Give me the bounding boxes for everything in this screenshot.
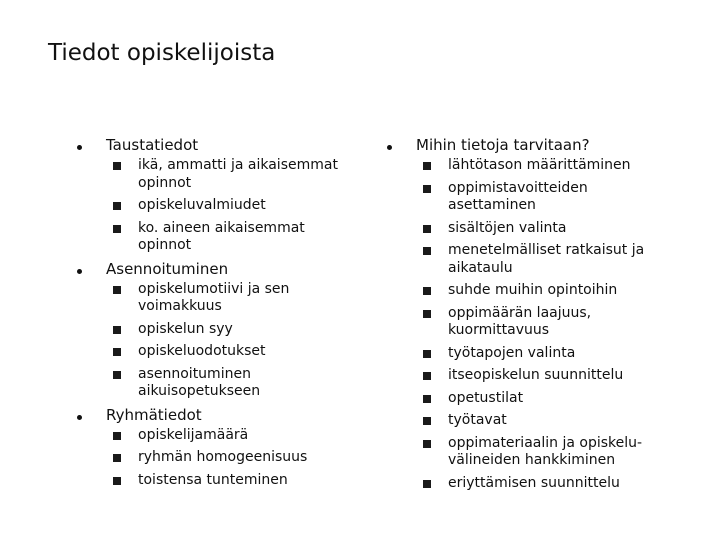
- bullet-why-needed: [380, 136, 680, 492]
- sub-bullet-item: opiskelijamäärä: [106, 427, 360, 445]
- square-bullet-icon: [423, 350, 431, 358]
- square-bullet-icon: [113, 286, 121, 294]
- sub-bullet-list: [106, 281, 360, 401]
- sub-bullet-item: ikä, ammatti ja aikaisemmat opinnot: [106, 157, 360, 192]
- sub-bullet-item: oppimateriaalin ja opiskelu-välineiden hankkiminen: [416, 435, 680, 470]
- sub-bullet-item: eriyttämisen suunnittelu: [416, 475, 680, 493]
- sub-bullet-list: [106, 157, 360, 255]
- bullet-attitude: [70, 260, 360, 401]
- sub-bullet-item: oppimistavoitteiden asettaminen: [416, 180, 680, 215]
- square-bullet-icon: [423, 440, 431, 448]
- square-bullet-icon: [423, 372, 431, 380]
- sub-bullet-item: lähtötason määrittäminen: [416, 157, 680, 175]
- square-bullet-icon: [423, 480, 431, 488]
- square-bullet-icon: [423, 287, 431, 295]
- square-bullet-icon: [113, 477, 121, 485]
- sub-bullet-item: ko. aineen aikaisemmat opinnot: [106, 220, 360, 255]
- square-bullet-icon: [423, 417, 431, 425]
- bullet-heading: Asennoituminen: [106, 259, 229, 278]
- square-bullet-icon: [113, 371, 121, 379]
- square-bullet-icon: [113, 225, 121, 233]
- square-bullet-icon: [113, 326, 121, 334]
- sub-bullet-item: oppimäärän laajuus, kuormittavuus: [416, 305, 680, 340]
- round-bullet-icon: [77, 145, 82, 150]
- sub-bullet-item: opiskelun syy: [106, 321, 360, 339]
- sub-bullet-item: opiskeluvalmiudet: [106, 197, 360, 215]
- sub-bullet-item: opetustilat: [416, 390, 680, 408]
- square-bullet-icon: [113, 348, 121, 356]
- square-bullet-icon: [423, 162, 431, 170]
- round-bullet-icon: [77, 269, 82, 274]
- left-bullet-list: [70, 136, 360, 494]
- sub-bullet-item: sisältöjen valinta: [416, 220, 680, 238]
- sub-bullet-item: itseopiskelun suunnittelu: [416, 367, 680, 385]
- right-bullet-list: [380, 136, 680, 497]
- round-bullet-icon: [77, 415, 82, 420]
- bullet-heading: Mihin tietoja tarvitaan?: [416, 136, 590, 154]
- square-bullet-icon: [423, 185, 431, 193]
- square-bullet-icon: [423, 247, 431, 255]
- sub-bullet-list: [106, 427, 360, 490]
- square-bullet-icon: [113, 162, 121, 170]
- sub-bullet-item: menetelmälliset ratkaisut ja aikataulu: [416, 242, 680, 277]
- bullet-background-info: [70, 136, 360, 255]
- square-bullet-icon: [113, 432, 121, 440]
- sub-bullet-item: työtapojen valinta: [416, 345, 680, 363]
- square-bullet-icon: [423, 395, 431, 403]
- square-bullet-icon: [113, 202, 121, 210]
- bullet-group-info: [70, 406, 360, 490]
- square-bullet-icon: [423, 225, 431, 233]
- square-bullet-icon: [113, 454, 121, 462]
- sub-bullet-list: [416, 157, 680, 492]
- sub-bullet-item: työtavat: [416, 412, 680, 430]
- slide-title: Tiedot opiskelijoista: [48, 40, 276, 66]
- bullet-heading: Ryhmätiedot: [106, 405, 202, 424]
- sub-bullet-item: opiskelumotiivi ja sen voimakkuus: [106, 281, 360, 316]
- sub-bullet-item: suhde muihin opintoihin: [416, 282, 680, 300]
- round-bullet-icon: [387, 145, 392, 150]
- sub-bullet-item: opiskeluodotukset: [106, 343, 360, 361]
- sub-bullet-item: toistensa tunteminen: [106, 472, 360, 490]
- square-bullet-icon: [423, 310, 431, 318]
- bullet-heading: Taustatiedot: [106, 136, 199, 154]
- sub-bullet-item: ryhmän homogeenisuus: [106, 449, 360, 467]
- sub-bullet-item: asennoituminen aikuisopetukseen: [106, 366, 360, 401]
